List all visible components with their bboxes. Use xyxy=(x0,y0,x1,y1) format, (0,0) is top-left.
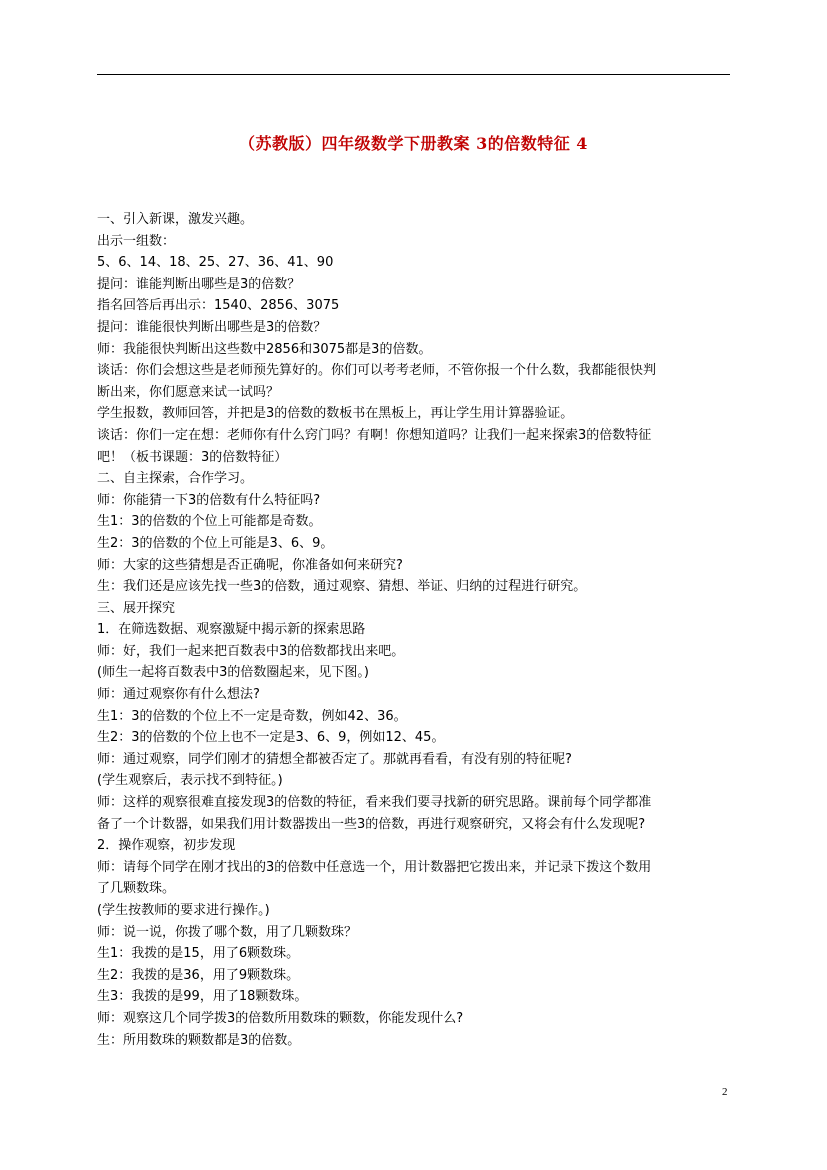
text-line: 二、自主探索，合作学习。 xyxy=(97,471,254,487)
text-line: 出示一组数： xyxy=(97,233,176,249)
text-line: 师：请每个同学在刚才找出的3的倍数中任意选一个，用计数器把它拨出来，并记录下拨这个数用 xyxy=(97,859,652,875)
text-line: 学生报数，教师回答，并把是3的倍数的数板书在黑板上，再让学生用计算器验证。 xyxy=(97,406,574,422)
text-line: 师：大家的这些猜想是否正确呢，你准备如何来研究? xyxy=(97,557,403,573)
text-line: (学生按教师的要求进行操作。) xyxy=(97,903,270,918)
text-line: 提问：谁能很快判断出哪些是3的倍数？ xyxy=(97,319,327,335)
text-line: 师：这样的观察很难直接发现3的倍数的特征，看来我们要寻找新的研究思路。课前每个同学都准 xyxy=(97,795,652,811)
text-line: 生：我们还是应该先找一些3的倍数，通过观察、猜想、举证、归纳的过程进行研究。 xyxy=(97,579,587,595)
text-line: 师：通过观察你有什么想法? xyxy=(97,687,260,703)
text-line: 提问：谁能判断出哪些是3的倍数？ xyxy=(97,276,301,292)
text-line: (师生一起将百数表中3的倍数圈起来，见下图。) xyxy=(97,665,369,681)
document-body xyxy=(97,209,737,1051)
text-line: 生3：我拨的是99，用了18颗数珠。 xyxy=(97,989,308,1005)
page-number: 2 xyxy=(722,1086,728,1098)
text-line: (学生观察后，表示找不到特征。) xyxy=(97,773,283,789)
text-line: 生1：3的倍数的个位上可能都是奇数。 xyxy=(97,514,322,530)
text-line: 吧！（板书课题：3的倍数特征） xyxy=(97,449,288,465)
document-title: （苏教版）四年级数学下册教案 3的倍数特征 4 xyxy=(239,134,588,153)
text-line: 生2：3的倍数的个位上也不一定是3、6、9，例如12、45。 xyxy=(97,730,445,746)
text-line: 生1：3的倍数的个位上不一定是奇数，例如42、36。 xyxy=(97,708,407,724)
text-line: 5、6、14、18、25、27、36、41、90 xyxy=(97,255,334,271)
text-line: 师：你能猜一下3的倍数有什么特征吗? xyxy=(97,492,321,508)
text-line: 1．在筛选数据、观察激疑中揭示新的探索思路 xyxy=(97,622,366,638)
text-line: 断出来，你们愿意来试一试吗？ xyxy=(97,384,280,400)
text-line: 一、引入新课，激发兴趣。 xyxy=(97,212,254,227)
text-line: 师：说一说，你拨了哪个数，用了几颗数珠？ xyxy=(97,924,358,940)
text-line: 师：我能很快判断出这些数中2856和3075都是3的倍数。 xyxy=(97,341,432,357)
text-line: 师：好，我们一起来把百数表中3的倍数都找出来吧。 xyxy=(97,643,405,659)
text-line: 师：通过观察，同学们刚才的猜想全都被否定了。那就再看看，有没有别的特征呢? xyxy=(97,751,572,767)
text-line: 师：观察这几个同学拨3的倍数所用数珠的颗数，你能发现什么? xyxy=(97,1010,464,1026)
text-line: 生：所用数珠的颗数都是3的倍数。 xyxy=(97,1032,301,1048)
text-line: 生2：我拨的是36，用了9颗数珠。 xyxy=(97,967,300,983)
text-line: 备了一个计数器，如果我们用计数器拨出一些3的倍数，再进行观察研究，又将会有什么发现呢? xyxy=(97,816,646,832)
text-line: 指名回答后再出示：1540、2856、3075 xyxy=(97,298,340,314)
text-line: 2．操作观察，初步发现 xyxy=(97,838,236,854)
text-line: 生1：我拨的是15，用了6颗数珠。 xyxy=(97,946,300,962)
text-line: 了几颗数珠。 xyxy=(97,881,176,897)
text-line: 谈话：你们会想这些是老师预先算好的。你们可以考考老师，不管你报一个什么数，我都能很快判 xyxy=(97,363,657,379)
header-rule xyxy=(97,74,730,75)
text-line: 生2：3的倍数的个位上可能是3、6、9。 xyxy=(97,535,334,551)
text-line: 三、展开探究 xyxy=(97,600,176,616)
text-line: 谈话：你们一定在想：老师你有什么窍门吗？有啊！你想知道吗？让我们一起来探索3的倍数特征 xyxy=(97,427,652,443)
